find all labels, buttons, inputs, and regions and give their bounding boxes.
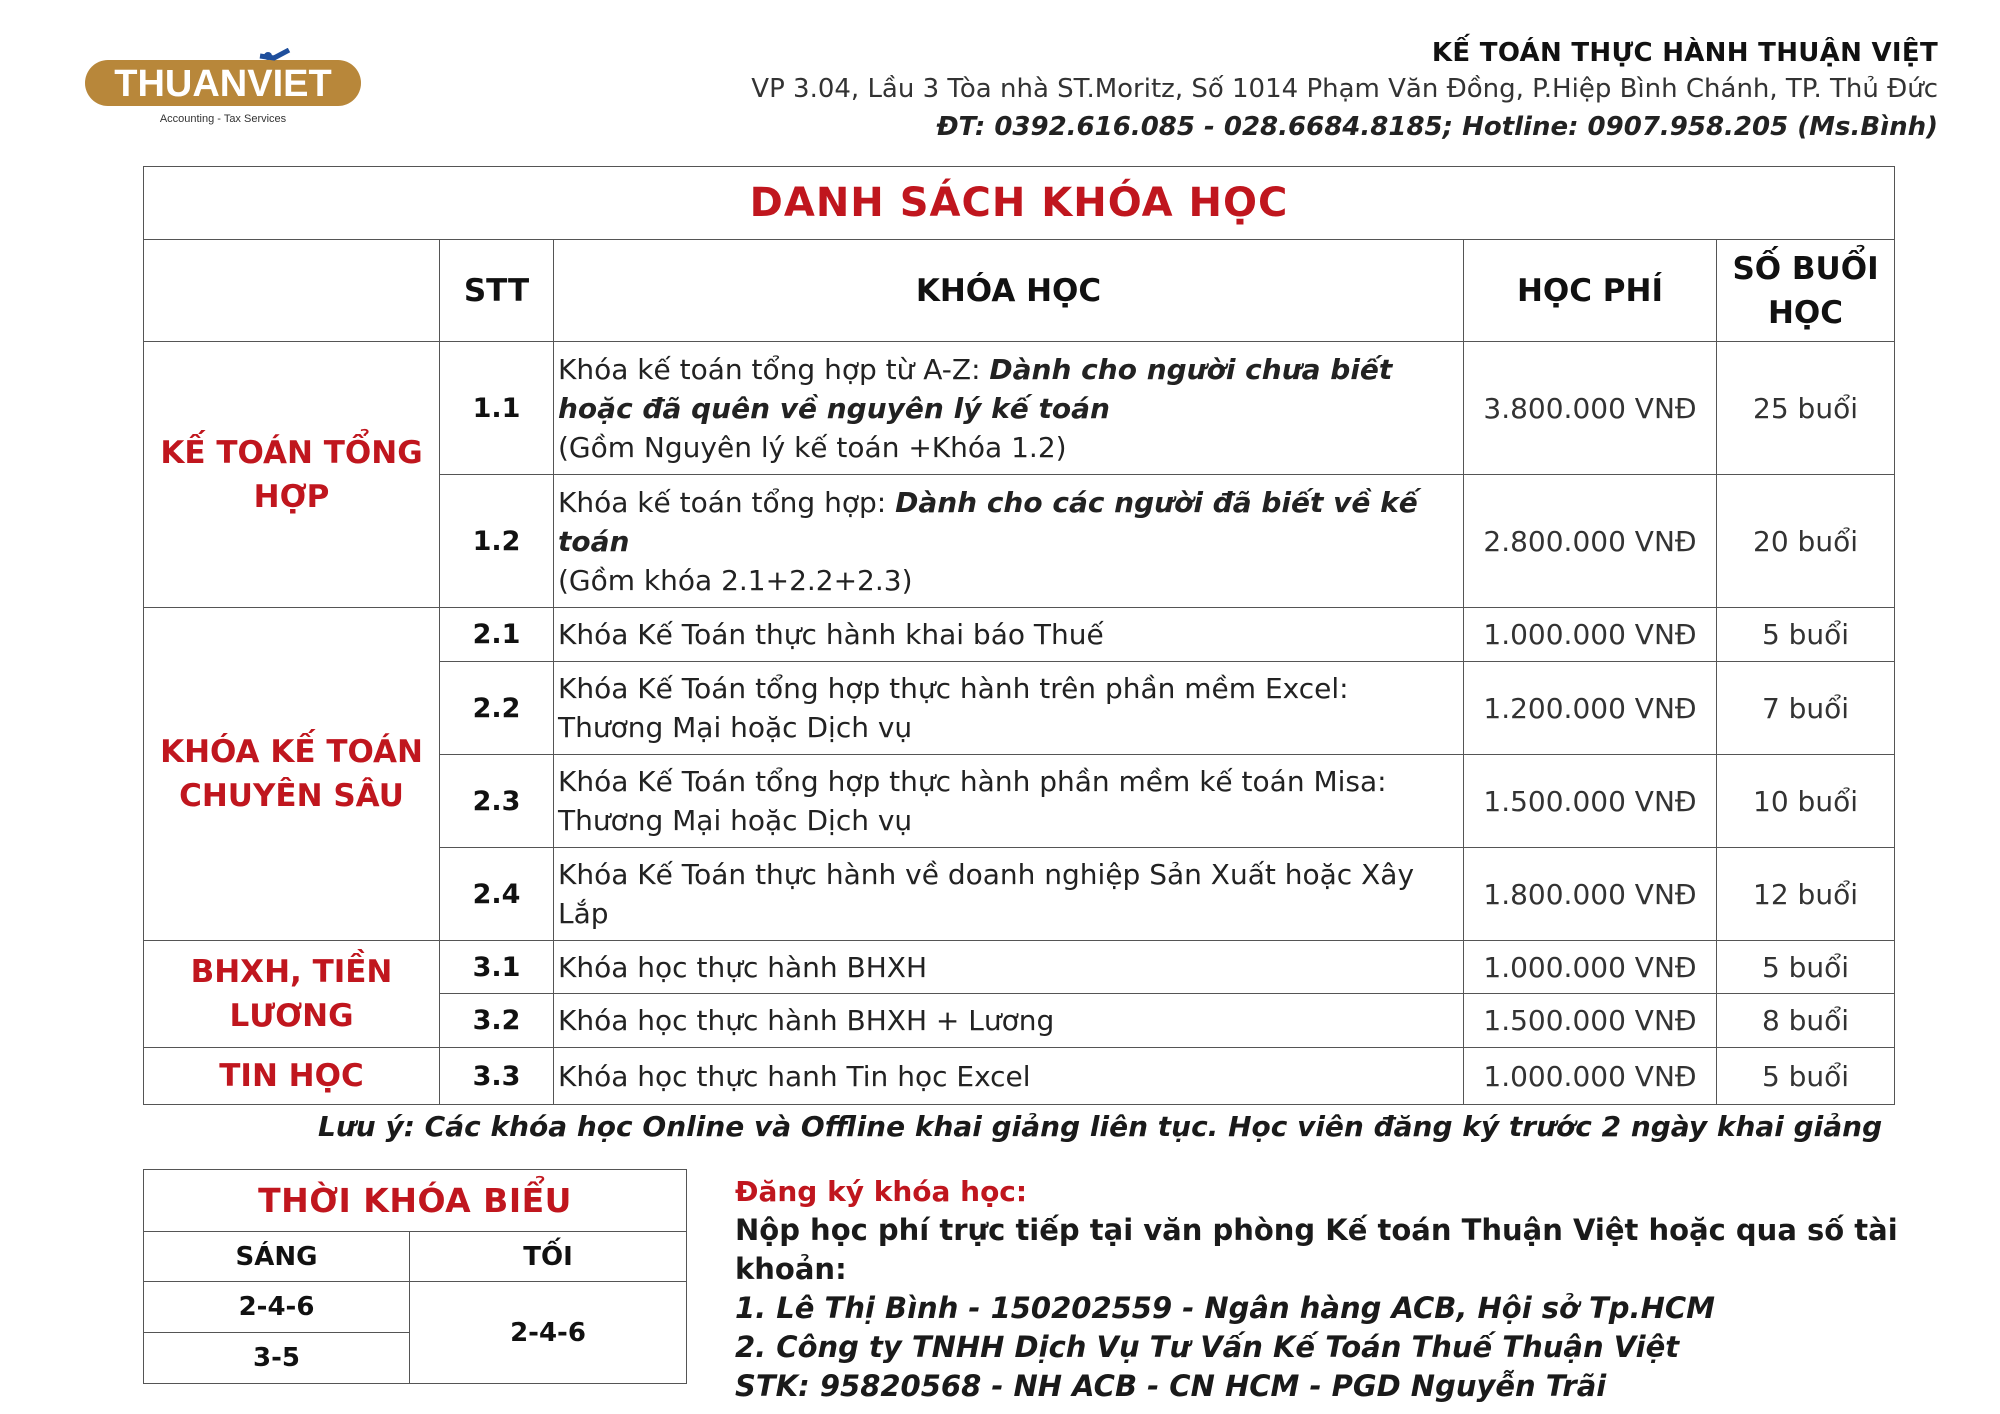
row-course: Khóa kế toán tổng hợp: Dành cho các người đã biết về kế toán (Gồm khóa 2.1+2.2+2.3) [554, 475, 1464, 608]
row-sessions: 25 buổi [1717, 342, 1895, 475]
bank-account-2: STK: 95820568 - NH ACB - CN HCM - PGD Nguyễn Trãi [735, 1369, 1607, 1403]
row-sessions: 5 buổi [1717, 1048, 1895, 1105]
company-phone: ĐT: 0392.616.085 - 028.6684.8185; Hotline: 0907.958.205 (Ms.Bình) [936, 112, 1938, 142]
company-address: VP 3.04, Lầu 3 Tòa nhà ST.Moritz, Số 1014 Phạm Văn Đồng, P.Hiệp Bình Chánh, TP. Thủ Đức [751, 74, 1938, 104]
bank-account-1: 1. Lê Thị Bình - 150202559 - Ngân hàng ACB, Hội sở Tp.HCM [735, 1291, 1715, 1325]
row-course: Khóa Kế Toán tổng hợp thực hành phần mềm kế toán Misa: Thương Mại hoặc Dịch vụ [554, 755, 1464, 848]
row-sessions: 8 buổi [1717, 994, 1895, 1048]
row-fee: 1.000.000 VNĐ [1464, 941, 1717, 994]
registration-info [735, 1172, 2000, 1406]
table-title: DANH SÁCH KHÓA HỌC [144, 167, 1895, 240]
header-course: KHÓA HỌC [554, 240, 1464, 342]
row-sessions: 5 buổi [1717, 941, 1895, 994]
group-label: KẾ TOÁN TỔNG HỢP [144, 342, 440, 608]
header-fee: HỌC PHÍ [1464, 240, 1717, 342]
company-header [751, 36, 1938, 146]
row-course: Khóa học thực hành BHXH + Lương [554, 994, 1464, 1048]
row-stt: 3.3 [440, 1048, 554, 1105]
company-logo [84, 48, 364, 128]
row-course: Khóa Kế Toán thực hành khai báo Thuế [554, 608, 1464, 662]
timetable [143, 1169, 687, 1384]
row-sessions: 5 buổi [1717, 608, 1895, 662]
timetable-morning-slot: 2-4-6 [144, 1282, 410, 1333]
row-course: Khóa học thực hành BHXH [554, 941, 1464, 994]
registration-title: Đăng ký khóa học: [735, 1175, 1028, 1208]
row-fee: 1.200.000 VNĐ [1464, 662, 1717, 755]
row-sessions: 20 buổi [1717, 475, 1895, 608]
row-course: Khóa Kế Toán thực hành về doanh nghiệp Sản Xuất hoặc Xây Lắp [554, 848, 1464, 941]
header-stt: STT [440, 240, 554, 342]
row-stt: 3.2 [440, 994, 554, 1048]
header-group-empty [144, 240, 440, 342]
timetable-title: THỜI KHÓA BIỂU [144, 1170, 687, 1232]
row-stt: 2.4 [440, 848, 554, 941]
row-fee: 2.800.000 VNĐ [1464, 475, 1717, 608]
group-label: KHÓA KẾ TOÁN CHUYÊN SÂU [144, 608, 440, 941]
row-sessions: 12 buổi [1717, 848, 1895, 941]
table-row [144, 941, 1895, 994]
course-table [143, 166, 1895, 1105]
row-sessions: 10 buổi [1717, 755, 1895, 848]
table-row [144, 608, 1895, 662]
row-course: Khóa học thực hanh Tin học Excel [554, 1048, 1464, 1105]
row-stt: 2.3 [440, 755, 554, 848]
group-label: BHXH, TIỀN LƯƠNG [144, 941, 440, 1048]
company-name: KẾ TOÁN THỰC HÀNH THUẬN VIỆT [1431, 38, 1938, 68]
row-fee: 1.500.000 VNĐ [1464, 994, 1717, 1048]
row-stt: 1.2 [440, 475, 554, 608]
company-account-name: 2. Công ty TNHH Dịch Vụ Tư Vấn Kế Toán Thuế Thuận Việt [735, 1330, 1680, 1364]
row-fee: 1.800.000 VNĐ [1464, 848, 1717, 941]
timetable-evening-slot: 2-4-6 [410, 1282, 687, 1384]
row-stt: 2.1 [440, 608, 554, 662]
row-stt: 1.1 [440, 342, 554, 475]
row-fee: 3.800.000 VNĐ [1464, 342, 1717, 475]
table-row [144, 1048, 1895, 1105]
logo-word: THUANVIET [114, 63, 332, 105]
row-stt: 3.1 [440, 941, 554, 994]
logo-tagline: Accounting - Tax Services [159, 113, 287, 125]
row-fee: 1.000.000 VNĐ [1464, 1048, 1717, 1105]
group-label: TIN HỌC [144, 1048, 440, 1105]
timetable-morning-slot: 3-5 [144, 1333, 410, 1384]
registration-line: Nộp học phí trực tiếp tại văn phòng Kế toán Thuận Việt hoặc qua số tài khoản: [735, 1213, 1898, 1286]
row-sessions: 7 buổi [1717, 662, 1895, 755]
row-course: Khóa Kế Toán tổng hợp thực hành trên phần mềm Excel: Thương Mại hoặc Dịch vụ [554, 662, 1464, 755]
enrollment-note: Lưu ý: Các khóa học Online và Offline khai giảng liên tục. Học viên đăng ký trước 2 ngày khai giảng [318, 1110, 1883, 1143]
row-course: Khóa kế toán tổng hợp từ A-Z: Dành cho người chưa biết hoặc đã quên về nguyên lý kế toán (Gồm Nguyên lý kế toán +Khóa 1.2) [554, 342, 1464, 475]
timetable-morning-header: SÁNG [144, 1232, 410, 1282]
table-row [144, 342, 1895, 475]
row-fee: 1.500.000 VNĐ [1464, 755, 1717, 848]
row-stt: 2.2 [440, 662, 554, 755]
timetable-evening-header: TỐI [410, 1232, 687, 1282]
row-fee: 1.000.000 VNĐ [1464, 608, 1717, 662]
header-sessions: SỐ BUỔI HỌC [1717, 240, 1895, 342]
